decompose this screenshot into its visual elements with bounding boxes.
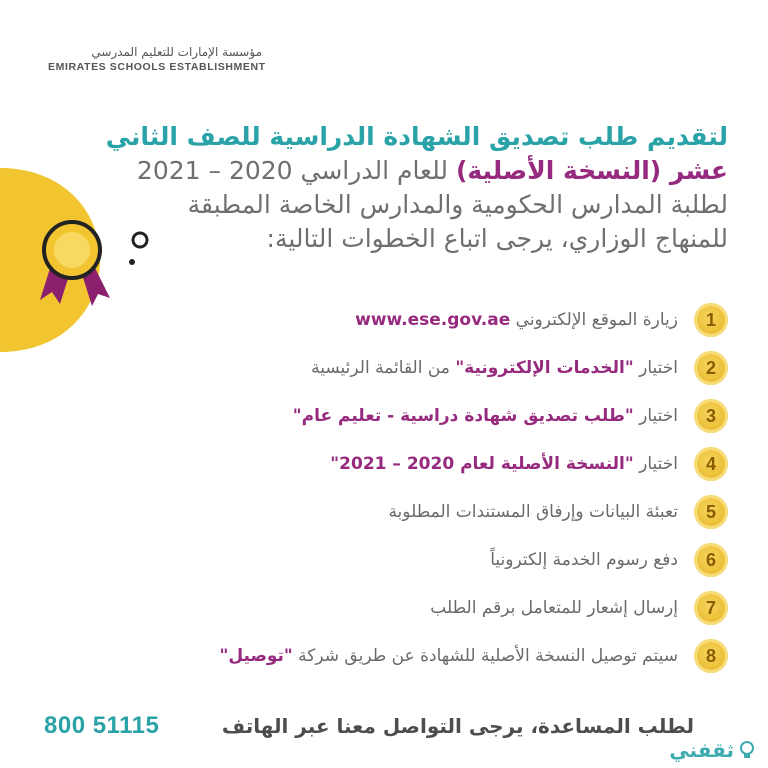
step-number-badge: 5 <box>694 495 728 529</box>
headline-line-3: لطلبة المدارس الحكومية والمدارس الخاصة المطبقة <box>187 190 728 219</box>
step-item <box>168 392 728 440</box>
logo-english-name: EMIRATES SCHOOLS ESTABLISHMENT <box>48 61 266 73</box>
headline-line-1: لتقديم طلب تصديق الشهادة الدراسية للصف الثاني <box>105 122 728 151</box>
headline <box>105 120 728 256</box>
steps-list <box>168 296 728 680</box>
watermark-text: ثقفني <box>669 738 734 762</box>
medal-icon <box>44 222 100 278</box>
step-number-badge: 4 <box>694 447 728 481</box>
step-text: دفع رسوم الخدمة إلكترونياً <box>490 550 678 570</box>
step-text: إرسال إشعار للمتعامل برقم الطلب <box>430 598 678 618</box>
step-number-badge: 8 <box>694 639 728 673</box>
headline-line-2 <box>136 154 728 188</box>
step-item <box>168 488 728 536</box>
step-item <box>168 584 728 632</box>
step-text: تعبئة البيانات وإرفاق المستندات المطلوبة <box>388 502 678 522</box>
headline-highlight: عشر (النسخة الأصلية) <box>455 156 728 185</box>
lightbulb-icon <box>736 739 758 761</box>
footer-help-text: لطلب المساعدة، يرجى التواصل معنا عبر الهاتف <box>221 714 694 738</box>
logo-arabic-name: مؤسسة الإمارات للتعليم المدرسي <box>91 45 262 59</box>
small-circle-dot <box>133 233 147 247</box>
step-number-badge: 1 <box>694 303 728 337</box>
step-number-badge: 3 <box>694 399 728 433</box>
step-text: سيتم توصيل النسخة الأصلية للشهادة عن طريق شركة "توصيل" <box>219 646 678 666</box>
step-item <box>168 632 728 680</box>
phone-number[interactable]: 800 51115 <box>44 712 160 739</box>
step-text: اختيار "النسخة الأصلية لعام 2020 – 2021" <box>330 454 678 474</box>
step-text: اختيار "الخدمات الإلكترونية" من القائمة الرئيسية <box>311 358 678 378</box>
step-item <box>168 344 728 392</box>
step-number-badge: 7 <box>694 591 728 625</box>
step-item <box>168 440 728 488</box>
step-text: اختيار "طلب تصديق شهادة دراسية - تعليم عام" <box>292 406 678 426</box>
website-link[interactable]: www.ese.gov.ae <box>355 310 511 330</box>
step-number-badge: 6 <box>694 543 728 577</box>
step-number-badge: 2 <box>694 351 728 385</box>
footer <box>44 706 734 746</box>
headline-year: للعام الدراسي 2020 – 2021 <box>136 156 456 185</box>
logo <box>48 44 268 74</box>
step-item <box>168 536 728 584</box>
step-text: زيارة الموقع الإلكتروني www.ese.gov.ae <box>355 310 678 330</box>
step-item <box>168 296 728 344</box>
watermark <box>669 738 758 762</box>
headline-line-4: للمنهاج الوزاري، يرجى اتباع الخطوات التالية: <box>266 224 728 253</box>
